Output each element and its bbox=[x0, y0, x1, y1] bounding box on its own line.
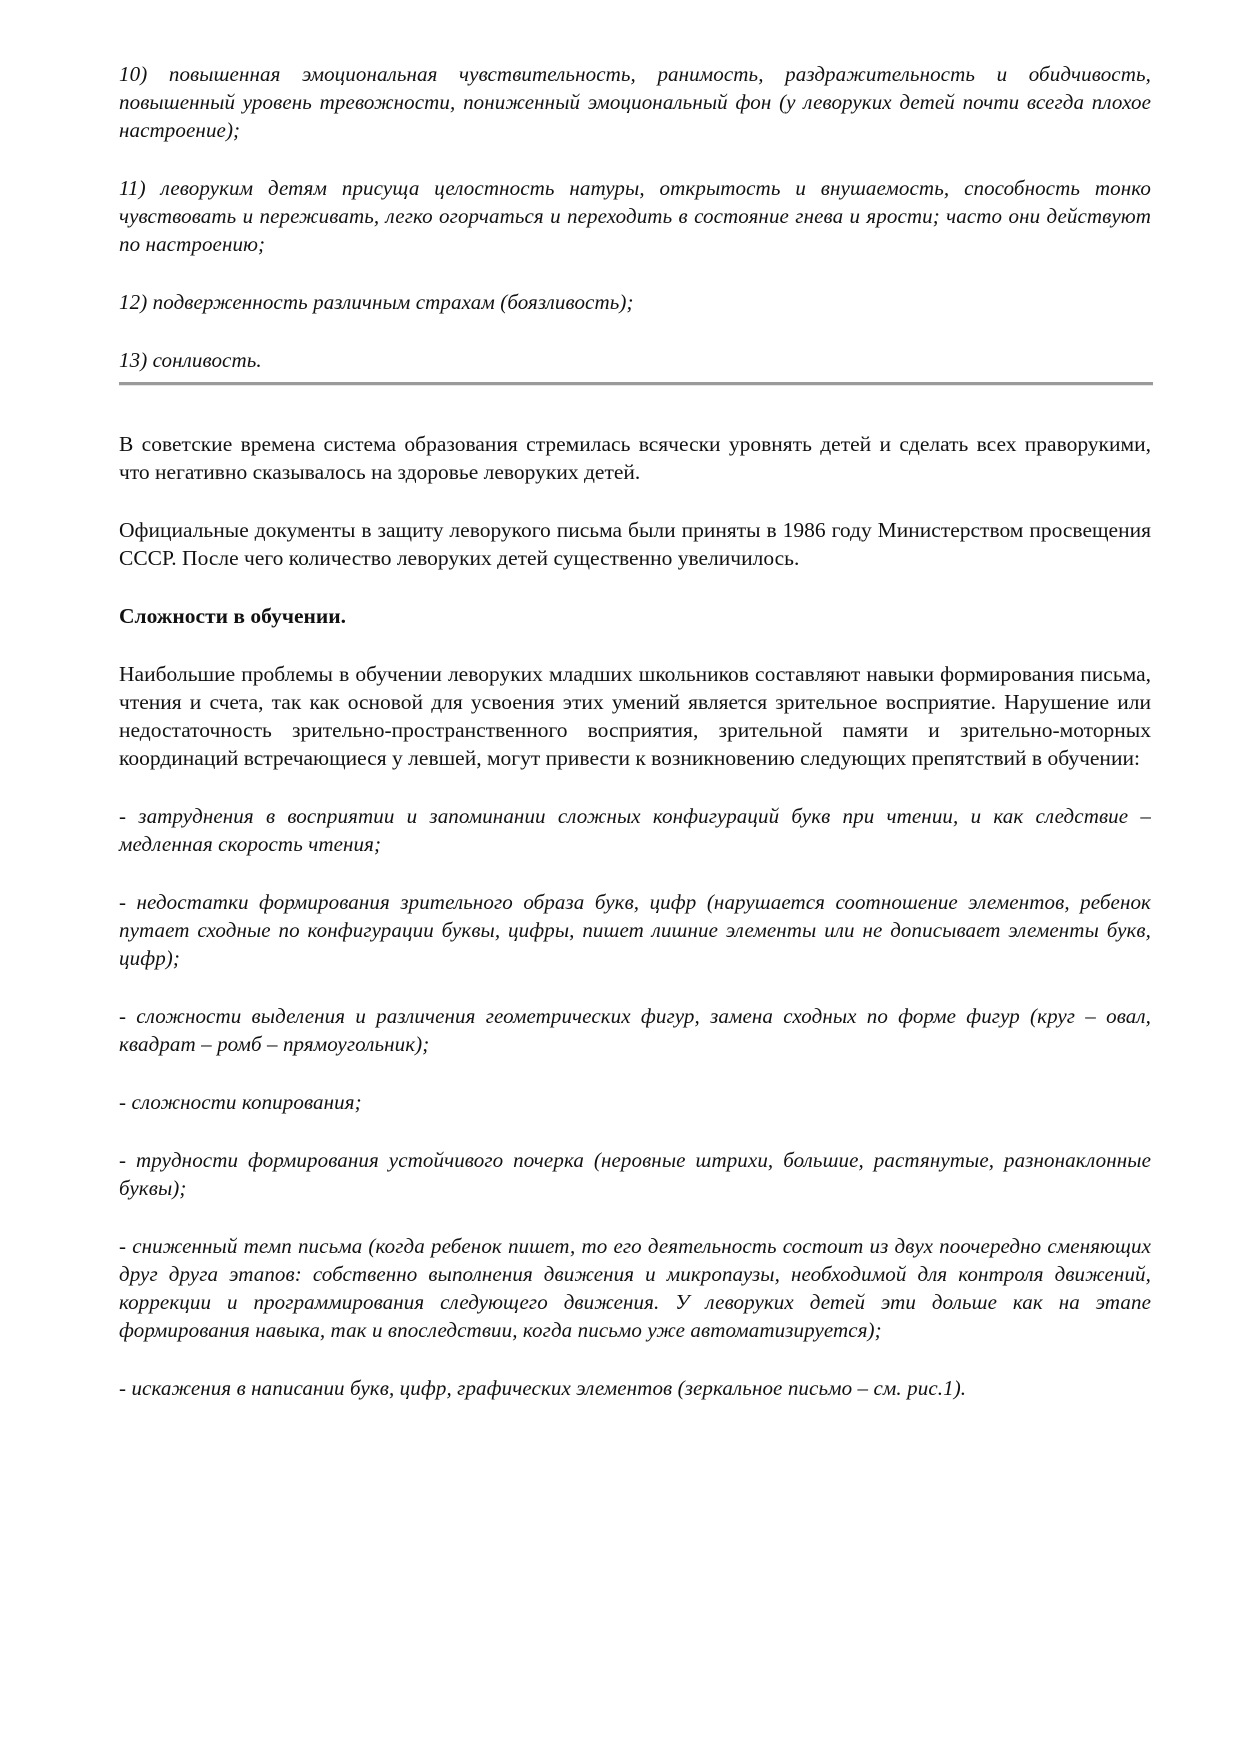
section-heading: Сложности в обучении. bbox=[119, 604, 347, 628]
paragraph-soviet-education: В советские времена система образования стремилась всячески уровнять детей и сделать всех праворукими, что негативно сказывалось на здоровье леворуких детей. bbox=[119, 432, 1151, 484]
difficulty-item: - сложности копирования; bbox=[119, 1090, 362, 1114]
list-item-12: 12) подверженность различным страхам (боязливость); bbox=[119, 290, 634, 314]
document-page bbox=[119, 60, 1151, 1402]
difficulty-item: - искажения в написании букв, цифр, графических элементов (зеркальное письмо – см. рис.1). bbox=[119, 1376, 967, 1400]
difficulty-item: - трудности формирования устойчивого почерка (неровные штрихи, большие, растянутые, разнонаклонные буквы); bbox=[119, 1148, 1151, 1200]
difficulty-item: - затруднения в восприятии и запоминании сложных конфигураций букв при чтении, и как следствие – медленная скорость чтения; bbox=[119, 804, 1151, 856]
horizontal-rule bbox=[119, 382, 1153, 386]
section-intro-paragraph: Наибольшие проблемы в обучении леворуких младших школьников составляют навыки формирования письма, чтения и счета, так как основой для усвоения этих умений является зрительное восприятие. Нарушение или недостаточность зрительно-пространственного восприятия, зрительной памяти и зрительно-моторных координаций встречающиеся у левшей, могут привести к возникновению следующих препятствий в обучении: bbox=[119, 662, 1151, 770]
paragraph-official-documents: Официальные документы в защиту леворукого письма были приняты в 1986 году Министерством просвещения СССР. После чего количество леворуких детей существенно увеличилось. bbox=[119, 518, 1151, 570]
difficulty-item: - сложности выделения и различения геометрических фигур, замена сходных по форме фигур (круг – овал, квадрат – ромб – прямоугольник); bbox=[119, 1004, 1151, 1056]
list-item-13: 13) сонливость. bbox=[119, 348, 262, 372]
difficulty-item: - сниженный темп письма (когда ребенок пишет, то его деятельность состоит из двух поочередно сменяющих друг друга этапов: собственно выполнения движения и микропаузы, необходимой для контроля движений, коррекции и программирования следующего движения. У леворуких детей эти дольше как на этапе формирования навыка, так и впоследствии, когда письмо уже автоматизируется); bbox=[119, 1234, 1151, 1342]
list-item-11: 11) леворуким детям присуща целостность натуры, открытость и внушаемость, способность тонко чувствовать и переживать, легко огорчаться и переходить в состояние гнева и ярости; часто они действуют по настроению; bbox=[119, 176, 1151, 256]
list-item-10: 10) повышенная эмоциональная чувствительность, ранимость, раздражительность и обидчивость, повышенный уровень тревожности, пониженный эмоциональный фон (у леворуких детей почти всегда плохое настроение); bbox=[119, 62, 1151, 142]
difficulty-item: - недостатки формирования зрительного образа букв, цифр (нарушается соотношение элементов, ребенок путает сходные по конфигурации буквы, цифры, пишет лишние элементы или не дописывает элементы букв, цифр); bbox=[119, 890, 1151, 970]
